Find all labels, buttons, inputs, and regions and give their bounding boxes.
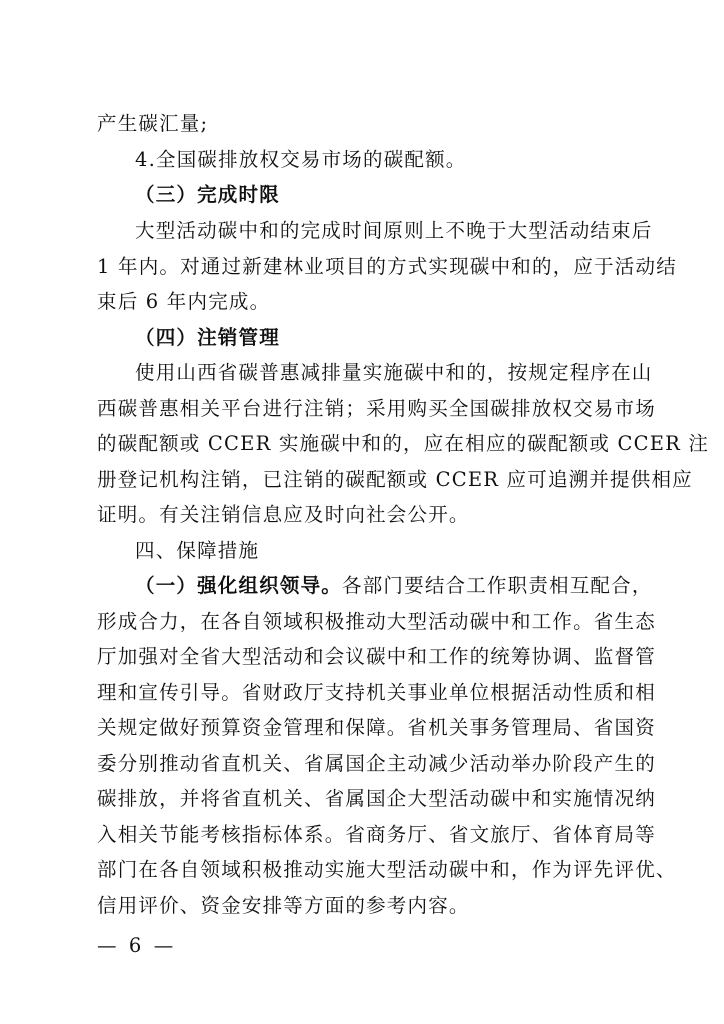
body-line: 束后 6 年内完成。 xyxy=(97,290,271,313)
body-line: 4.全国碳排放权交易市场的碳配额。 xyxy=(135,148,467,171)
section-heading: （三）完成时限 xyxy=(135,183,280,206)
body-line: 册登记机构注销，已注销的碳配额或 CCER 应可追溯并提供相应 xyxy=(97,468,693,491)
body-line: 信用评价、资金安排等方面的参考内容。 xyxy=(97,894,470,917)
body-line: 1 年内。对通过新建林业项目的方式实现碳中和的，应于活动结 xyxy=(97,255,677,278)
body-line: 证明。有关注销信息应及时向社会公开。 xyxy=(97,503,470,526)
body-line: 大型活动碳中和的完成时间原则上不晚于大型活动结束后 xyxy=(135,219,653,242)
page-number: — 6 — xyxy=(97,934,174,957)
chapter-heading: 四、保障措施 xyxy=(135,539,260,562)
section-heading: （四）注销管理 xyxy=(135,326,280,349)
body-line: 形成合力，在各自领域积极推动大型活动碳中和工作。省生态 xyxy=(97,610,656,633)
body-line: 委分别推动省直机关、省属国企主动减少活动举办阶段产生的 xyxy=(97,752,656,775)
body-line-mixed xyxy=(135,574,653,598)
body-line: 产生碳汇量; xyxy=(97,112,209,135)
body-line: 西碳普惠相关平台进行注销；采用购买全国碳排放权交易市场 xyxy=(97,397,656,420)
body-line: 关规定做好预算资金管理和保障。省机关事务管理局、省国资 xyxy=(97,716,656,739)
body-text-inline: 各部门要结合工作职责相互配合， xyxy=(342,574,653,597)
body-line: 部门在各自领域积极推动实施大型活动碳中和，作为评先评优、 xyxy=(97,858,677,881)
body-line: 的碳配额或 CCER 实施碳中和的，应在相应的碳配额或 CCER 注 xyxy=(97,432,710,455)
body-line: 厅加强对全省大型活动和会议碳中和工作的统筹协调、监督管 xyxy=(97,645,656,668)
body-line: 碳排放，并将省直机关、省属国企大型活动碳中和实施情况纳 xyxy=(97,787,656,810)
body-line: 理和宣传引导。省财政厅支持机关事业单位根据活动性质和相 xyxy=(97,681,656,704)
body-line: 使用山西省碳普惠减排量实施碳中和的，按规定程序在山 xyxy=(135,361,653,384)
subheading-inline: （一）强化组织领导。 xyxy=(135,574,343,597)
body-line: 入相关节能考核指标体系。省商务厅、省文旅厅、省体育局等 xyxy=(97,823,656,846)
